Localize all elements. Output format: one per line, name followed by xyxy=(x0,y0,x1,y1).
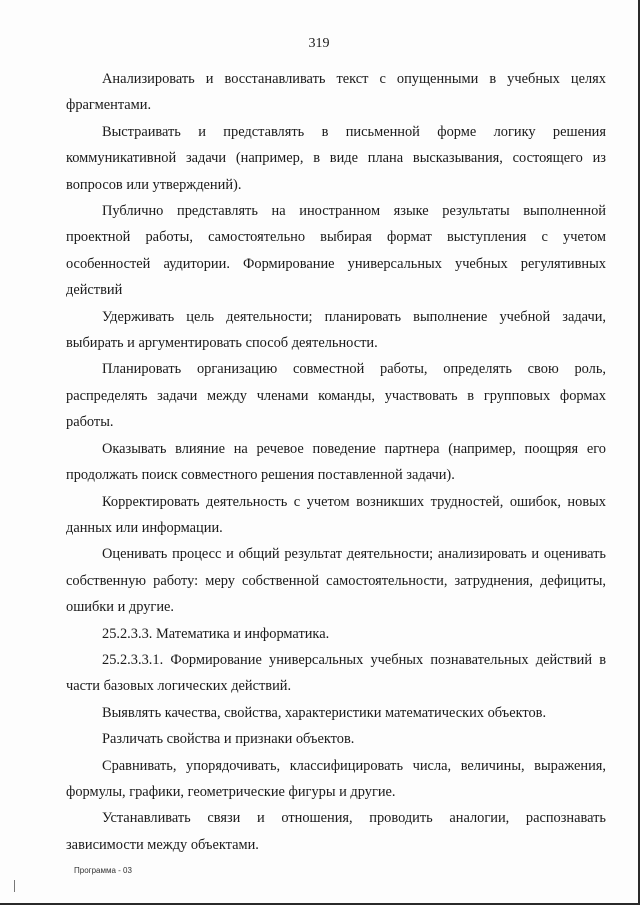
paragraph: Удерживать цель деятельности; планировать выполнение учебной задачи, выбирать и аргументировать способ деятельности. xyxy=(66,308,606,352)
paragraph: Выстраивать и представлять в письменной форме логику решения коммуникативной задачи (например, в виде плана высказывания, состоящего из вопросов или утверждений). xyxy=(66,123,606,193)
section-heading: 25.2.3.3. Математика и информатика. xyxy=(102,625,330,642)
paragraph: Публично представлять на иностранном языке результаты выполненной проектной работы, самостоятельно выбирая формат выступления с учетом особенностей аудитории. Формирование универсальных учебных регулятивных действий xyxy=(66,203,606,299)
paragraph: Анализировать и восстанавливать текст с опущенными в учебных целях фрагментами. xyxy=(66,71,606,114)
page-number: 319 xyxy=(308,36,330,51)
paragraph: Оказывать влияние на речевое поведение партнера (например, поощряя его продолжать поиск совместного решения поставленной задачи). xyxy=(66,440,606,484)
page-footer: Программа - 03 xyxy=(74,866,132,875)
paragraph: Планировать организацию совместной работы, определять свою роль, распределять задачи между членами команды, участвовать в групповых формах работы. xyxy=(66,361,606,431)
paragraph: Выявлять качества, свойства, характеристики математических объектов. xyxy=(102,704,547,721)
scan-edge-mark xyxy=(14,880,15,892)
document-body xyxy=(66,66,606,858)
paragraph: Сравнивать, упорядочивать, классифицировать числа, величины, выражения, формулы, графики, геометрические фигуры и другие. xyxy=(66,757,606,800)
paragraph: Устанавливать связи и отношения, проводить аналогии, распознавать зависимости между объектами. xyxy=(66,810,606,853)
paragraph: Различать свойства и признаки объектов. xyxy=(102,731,355,748)
paragraph: Оценивать процесс и общий результат деятельности; анализировать и оценивать собственную работу: меру собственной самостоятельности, затруднения, дефициты, ошибки и другие. xyxy=(66,546,606,616)
subsection-heading: 25.2.3.3.1. Формирование универсальных учебных познавательных действий в части базовых логических действий. xyxy=(66,651,606,695)
paragraph: Корректировать деятельность с учетом возникших трудностей, ошибок, новых данных или информации. xyxy=(66,493,606,536)
